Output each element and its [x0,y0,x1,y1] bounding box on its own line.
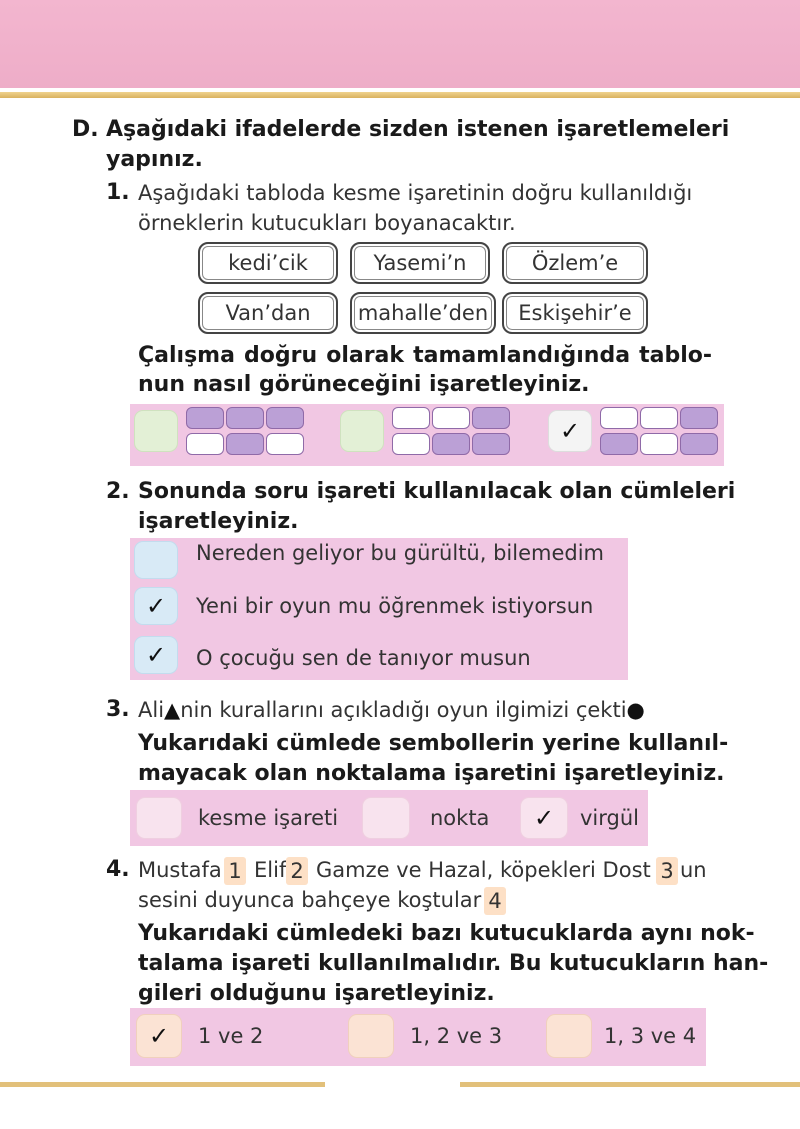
footer-rule-right [460,1082,800,1087]
q3-option-label: nokta [430,806,490,830]
q3-option-checkbox[interactable]: ✓ [520,797,568,839]
q1-grid-cell [600,407,638,429]
triangle-symbol-icon: ▲ [164,698,181,722]
q1-grid-cell [226,433,264,455]
q4-option-label: 1 ve 2 [198,1024,264,1048]
word-box: Yasemi’n [350,242,490,284]
q2-option-label: O çocuğu sen de tanıyor musun [196,646,531,670]
section-title-line2: yapınız. [106,147,203,172]
q4-text-p1: Mustafa [138,858,222,882]
circle-symbol-icon: ● [626,698,645,722]
q4-prompt-line3: gileri olduğunu işaretleyiniz. [138,981,495,1006]
q4-text-p4: un [680,858,707,882]
q1-grid-cell [432,407,470,429]
q2-text-line1: Sonunda soru işareti kullanılacak olan cümleleri [138,479,736,504]
section-title-line1: Aşağıdaki ifadelerde sizden istenen işaretlemeleri [106,117,730,142]
q1-grid-cell [392,433,430,455]
q1-number: 1. [106,180,130,205]
q1-grid-cell [640,433,678,455]
word-box: kedi’cik [198,242,338,284]
word-box: Özlem’e [502,242,648,284]
footer-rule-left [0,1082,325,1087]
q3-option-label: kesme işareti [198,806,339,830]
q4-number: 4. [106,857,130,882]
q1-prompt-line1: Çalışma doğru olarak tamamlandığında tablo- [138,343,712,368]
q3-number: 3. [106,697,130,722]
q3-option-label: virgül [580,806,640,830]
q4-text-p2: Elif [254,858,287,882]
q1-grid-cell [600,433,638,455]
q4-option-checkbox[interactable] [546,1014,592,1058]
q1-grid-cell [266,433,304,455]
header-rule [0,92,800,98]
q1-prompt-line2: nun nasıl görüneceğini işaretleyiniz. [138,372,590,397]
word-box: Eskişehir’e [502,292,648,334]
q1-grid-cell [226,407,264,429]
q3-option-checkbox[interactable] [136,797,182,839]
q2-text-line2: işaretleyiniz. [138,509,299,534]
q4-box-1: 1 [224,857,246,885]
q1-grid-cell [680,433,718,455]
q1-grid-cell [186,407,224,429]
q1-text-line2: örneklerin kutucukları boyanacaktır. [138,211,516,235]
q2-option-label: Nereden geliyor bu gürültü, bilemedim [196,541,605,565]
q3-prompt-line2: mayacak olan noktalama işaretini işaretleyiniz. [138,761,725,786]
q1-grid-cell [640,407,678,429]
q4-box-3: 3 [656,857,678,885]
q1-grid-cell [392,407,430,429]
q1-grid-cell [680,407,718,429]
q1-text-line1: Aşağıdaki tabloda kesme işaretinin doğru kullanıldığı [138,181,693,205]
q2-number: 2. [106,479,130,504]
q3-option-checkbox[interactable] [362,797,410,839]
q4-option-label: 1, 3 ve 4 [604,1024,697,1048]
q3-prompt-line1: Yukarıdaki cümlede sembollerin yerine kullanıl- [138,731,729,756]
q1-grid-cell [472,407,510,429]
q1-grid-cell [432,433,470,455]
q1-grid-cell [186,433,224,455]
word-box: mahalle’den [350,292,496,334]
q4-option-checkbox[interactable]: ✓ [136,1014,182,1058]
q4-text-p3: Gamze ve Hazal, köpekleri Dost [316,858,651,882]
q2-option-checkbox[interactable]: ✓ [134,587,178,625]
q2-option-checkbox[interactable] [134,541,178,579]
q4-option-label: 1, 2 ve 3 [410,1024,503,1048]
q1-grid-cell [472,433,510,455]
q3-sentence-a: Ali [138,698,165,722]
q1-option-checkbox[interactable] [134,410,178,452]
q3-sentence [138,698,645,722]
q3-sentence-b: nin kurallarını açıkladığı oyun ilgimizi çekti [180,698,627,722]
q1-option-checkbox[interactable]: ✓ [548,410,592,452]
section-letter: D. [72,117,99,142]
q4-prompt-line2: talama işareti kullanılmalıdır. Bu kutucukların han- [138,951,769,976]
q2-option-label: Yeni bir oyun mu öğrenmek istiyorsun [196,594,594,618]
q4-box-2: 2 [286,857,308,885]
q1-grid-cell [266,407,304,429]
q2-option-checkbox[interactable]: ✓ [134,636,178,674]
q4-box-4: 4 [484,887,506,915]
q4-text-line2: sesini duyunca bahçeye koştular [138,888,482,912]
page-header-band [0,0,800,88]
word-box: Van’dan [198,292,338,334]
q4-prompt-line1: Yukarıdaki cümledeki bazı kutucuklarda aynı nok- [138,921,755,946]
q1-option-checkbox[interactable] [340,410,384,452]
q4-option-checkbox[interactable] [348,1014,394,1058]
